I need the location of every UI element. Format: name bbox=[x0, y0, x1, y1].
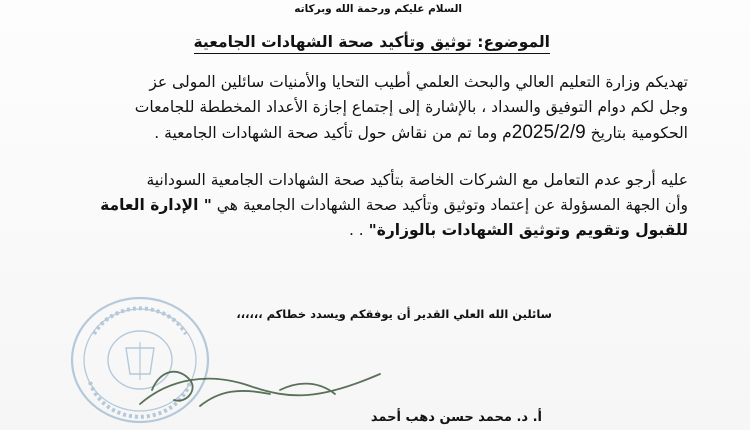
closing-text: سائلين الله العلي القدير أن يوفقكم ويسدد خطاكم ،،،،،، bbox=[236, 307, 552, 321]
directive-bold-text-end: للقبول وتقويم وتوثيق الشهادات بالوزارة" bbox=[368, 221, 688, 239]
directive-ending-dots: . . bbox=[348, 221, 364, 239]
paragraph-intro-line-3 bbox=[38, 120, 688, 146]
paragraph-intro-line-1: تهديكم وزارة التعليم العالي والبحث العلمي أطيب التحايا والأمنيات سائلين المولى عز bbox=[149, 73, 688, 91]
paragraph-intro bbox=[38, 70, 688, 146]
meeting-text-before-date: الحكومية بتاريخ bbox=[590, 124, 688, 142]
meeting-date: 2025/2/9 bbox=[511, 122, 586, 143]
subject-heading: الموضوع: توثيق وتأكيد صحة الشهادات الجامعية bbox=[194, 33, 550, 54]
directive-regular-text: وأن الجهة المسؤولة عن إعتماد وتوثيق وتأكيد صحة الشهادات الجامعية هي bbox=[216, 196, 688, 214]
handwritten-signature-icon bbox=[130, 360, 390, 420]
paragraph-directive bbox=[38, 168, 688, 243]
paragraph-directive-line-1: عليه أرجو عدم التعامل مع الشركات الخاصة بتأكيد صحة الشهادات الجامعية السودانية bbox=[146, 171, 688, 189]
meeting-text-after-date: م وما تم من نقاش حول تأكيد صحة الشهادات الجامعية . bbox=[154, 124, 512, 142]
paragraph-directive-line-3 bbox=[38, 218, 688, 243]
greeting-text: السلام عليكم ورحمة الله وبركاته bbox=[294, 3, 462, 15]
paragraph-intro-line-2: وجل لكم دوام التوفيق والسداد ، بالإشارة إلى إجتماع إجازة الأعداد المخططة للجامعات bbox=[134, 98, 688, 116]
paragraph-directive-line-2 bbox=[38, 193, 688, 218]
signer-name: أ. د. محمد حسن دهب أحمد bbox=[370, 410, 542, 425]
directive-bold-text: " الإدارة العامة bbox=[100, 196, 212, 214]
